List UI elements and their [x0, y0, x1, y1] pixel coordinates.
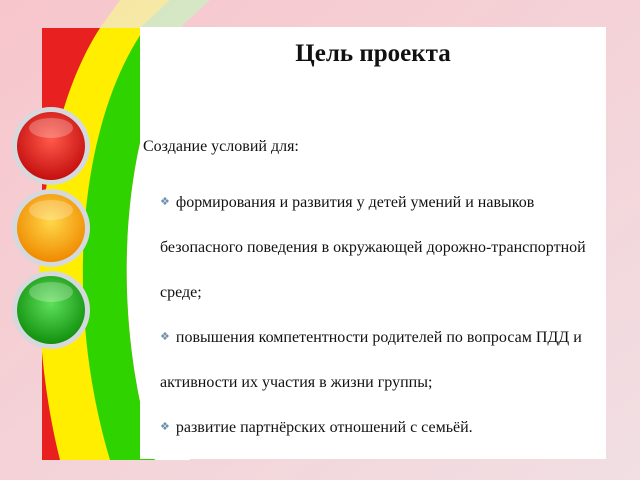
- goals-list: [160, 180, 600, 450]
- diamond-bullet-icon: ❖: [160, 196, 170, 208]
- green-light: [11, 270, 91, 350]
- diamond-bullet-icon: ❖: [160, 421, 170, 433]
- red-light: [11, 106, 91, 186]
- list-item: [160, 180, 600, 315]
- list-item: [160, 315, 600, 405]
- yellow-light: [11, 188, 91, 268]
- diamond-bullet-icon: ❖: [160, 331, 170, 343]
- intro-text: Создание условий для:: [143, 138, 299, 155]
- list-item-text: развитие партнёрских отношений с семьёй.: [175, 419, 473, 436]
- list-item-text: формирования и развития у детей умений и навыков безопасного поведения в окружающей дорожно-транспортной среде;: [160, 194, 586, 301]
- list-item-text: повышения компетентности родителей по вопросам ПДД и активности их участия в жизни группы;: [160, 329, 582, 391]
- list-item: [160, 405, 600, 450]
- slide-title: Цель проекта: [295, 40, 451, 67]
